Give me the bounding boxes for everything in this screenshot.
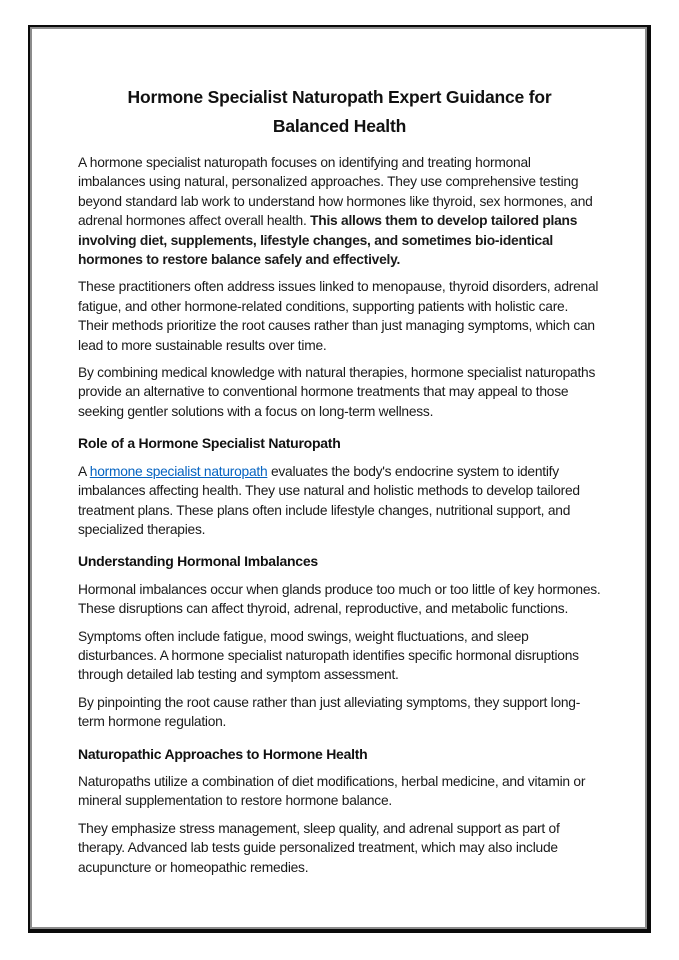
approaches-paragraph-2: They emphasize stress management, sleep quality, and adrenal support as part of therapy. Advanced lab tests guide personalized treatment, which may also include acupuncture or homeopathic remedies. xyxy=(78,820,560,875)
combining-paragraph: By combining medical knowledge with natural therapies, hormone specialist naturopaths provide an alternative to conventional hormone treatments that may appeal to those seeking gentler solutions with a focus on long-term wellness. xyxy=(78,365,596,419)
intro-text: A hormone specialist naturopath focuses on identifying and treating hormonal imbalances using natural, personalized approaches. They use comprehensive testing beyond standard lab work to understand how hormones like thyroid, sex hormones, and adrenal hormones affect overall health. xyxy=(78,155,593,229)
imbalances-paragraph-3: By pinpointing the root cause rather than just alleviating symptoms, they support long-term hormone regulation. xyxy=(78,694,581,730)
role-paragraph xyxy=(78,462,601,540)
imbalances-paragraph-1: Hormonal imbalances occur when glands produce too much or too little of key hormones. These disruptions can affect thyroid, adrenal, reproductive, and metabolic functions. xyxy=(78,581,601,617)
heading-understanding-imbalances: Understanding Hormonal Imbalances xyxy=(78,553,318,570)
practitioners-paragraph: These practitioners often address issues linked to menopause, thyroid disorders, adrenal fatigue, and other hormone-related conditions, supporting patients with holistic care. Their methods prioritize the root causes rather than just managing symptoms, which can lead to more sustainable results over time. xyxy=(78,279,599,353)
approaches-paragraph-1: Naturopaths utilize a combination of diet modifications, herbal medicine, and vitamin or mineral supplementation to restore hormone balance. xyxy=(78,773,586,809)
role-text-before-link: A xyxy=(78,463,90,479)
heading-naturopathic-approaches: Naturopathic Approaches to Hormone Health xyxy=(78,745,368,762)
heading-role-of-naturopath: Role of a Hormone Specialist Naturopath xyxy=(78,435,341,452)
intro-bold-text: This allows them to develop tailored plans involving diet, supplements, lifestyle changes, and sometimes bio-identical hormones to restore balance safely and effectively. xyxy=(78,213,578,268)
document-title: Hormone Specialist Naturopath Expert Guidance for Balanced Health xyxy=(127,87,552,136)
hormone-specialist-naturopath-link[interactable]: hormone specialist naturopath xyxy=(89,463,268,479)
role-text-after-link: evaluates the body's endocrine system to identify imbalances affecting health. They use natural and holistic methods to develop tailored treatment plans. These plans often include lifestyle changes, nutritional support, and specialized therapies. xyxy=(78,463,580,537)
imbalances-paragraph-2: Symptoms often include fatigue, mood swings, weight fluctuations, and sleep disturbances. A hormone specialist naturopath identifies specific hormonal disruptions through detailed lab testing and symptom assessment. xyxy=(78,628,579,683)
intro-paragraph xyxy=(78,153,601,269)
document-page xyxy=(28,25,651,933)
